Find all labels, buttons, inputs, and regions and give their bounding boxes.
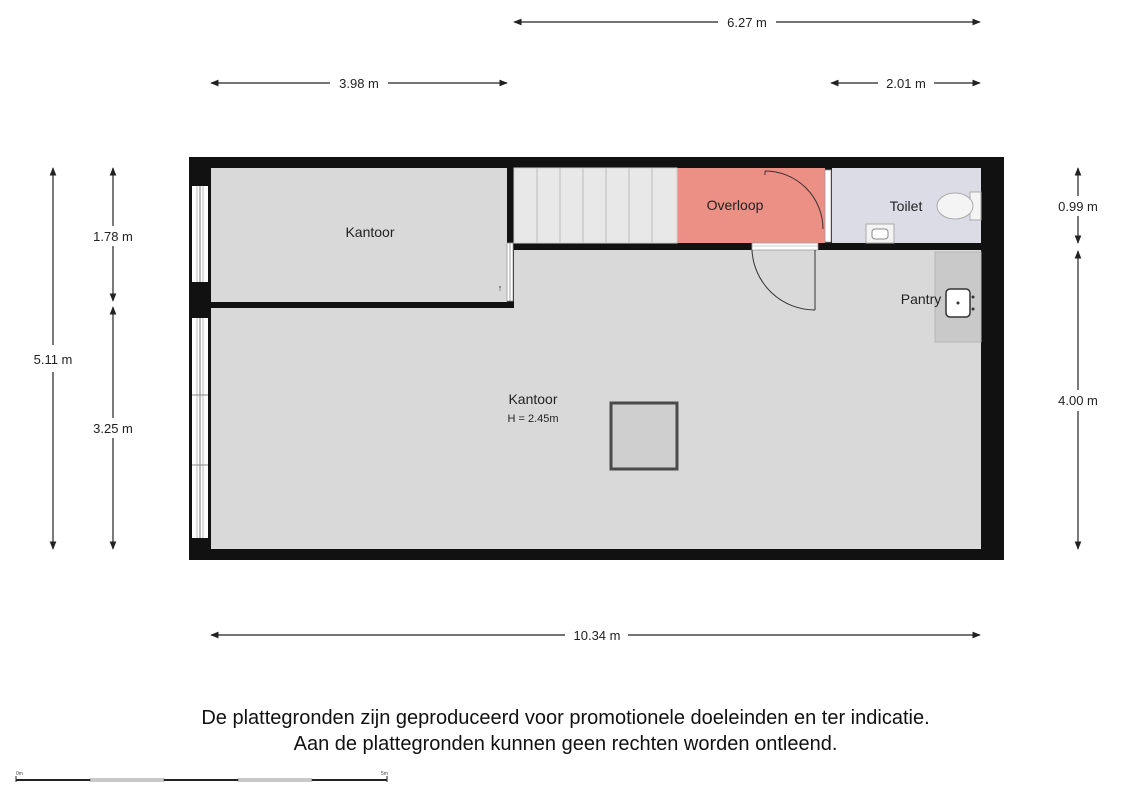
toilet-bowl (937, 192, 981, 220)
building (189, 157, 1004, 560)
dimension-label: 5.11 m (33, 352, 73, 367)
dimension-top-left (211, 76, 507, 91)
scale-bar (16, 771, 388, 782)
disclaimer-line-1: De plattegronden zijn geproduceerd voor promotionele doeleinden en ter indicatie. (201, 707, 930, 729)
dimension-top-right (831, 76, 980, 91)
dimension-label: 6.27 m (727, 15, 767, 30)
scale-start-label: 0m (16, 771, 23, 777)
dimension-top-total (514, 15, 980, 30)
pantry-counter (935, 252, 981, 342)
dimension-left-lower (93, 307, 133, 549)
scale-end-label: 5m (381, 771, 388, 777)
floor-void (611, 403, 677, 469)
label-kantoor-height: H = 2.45m (507, 413, 559, 425)
window-left-lower (192, 318, 208, 538)
stairs (514, 168, 677, 243)
toilet-sink (866, 224, 894, 243)
dimension-bottom-total (211, 628, 980, 643)
label-kantoor-large: Kantoor (508, 391, 558, 407)
dimension-label: 2.01 m (886, 76, 926, 91)
label-toilet: Toilet (889, 198, 923, 214)
dimension-label: 10.34 m (573, 628, 621, 643)
dimension-left-total (34, 168, 73, 549)
dimension-label: 1.78 m (93, 229, 133, 244)
dimension-label: 3.98 m (339, 76, 379, 91)
stair-direction-arrow: ↑ (497, 283, 503, 293)
dimension-label: 3.25 m (93, 421, 133, 436)
label-kantoor-small: Kantoor (345, 224, 395, 240)
dimension-right-upper (1058, 168, 1098, 243)
window-left-upper (192, 186, 208, 282)
dimension-left-upper (93, 168, 133, 301)
door-kantoor-small (507, 243, 513, 301)
dimension-right-lower (1058, 251, 1098, 549)
label-pantry: Pantry (900, 291, 942, 307)
dimension-label: 4.00 m (1058, 393, 1098, 408)
label-overloop: Overloop (706, 197, 764, 213)
dimension-label: 0.99 m (1058, 199, 1098, 214)
disclaimer-line-2: Aan de plattegronden kunnen geen rechten worden ontleend. (293, 733, 838, 755)
door-toilet (825, 170, 831, 242)
room-kantoor-large (211, 308, 981, 549)
